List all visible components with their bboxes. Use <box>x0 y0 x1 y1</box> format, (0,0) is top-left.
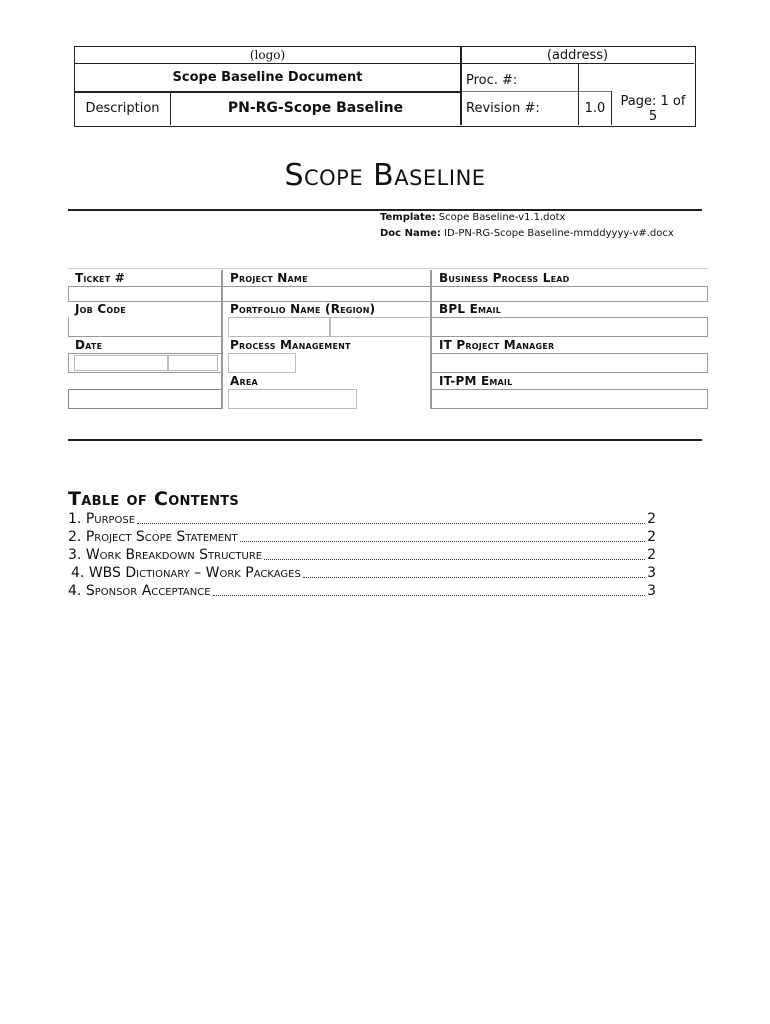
toc-leader <box>303 577 645 578</box>
portfolio-label: Portfolio Name (Region) <box>230 302 376 316</box>
blank-field <box>68 389 222 409</box>
docname-line <box>380 226 674 242</box>
toc-item[interactable] <box>68 582 656 600</box>
region-field[interactable] <box>330 317 431 337</box>
it-pm-field[interactable] <box>431 353 708 373</box>
toc-item-page: 3 <box>647 565 656 581</box>
bpl-field[interactable] <box>431 286 708 302</box>
page-info: Page: 1 of 5 <box>620 93 686 124</box>
toc-item-number: 1. <box>68 511 82 527</box>
ticket-label: Ticket # <box>75 271 125 285</box>
process-mgmt-field[interactable] <box>228 353 296 373</box>
toc-item-title: WBS Dictionary – Work Packages <box>88 565 301 581</box>
bpl-label: Business Process Lead <box>439 271 570 285</box>
form-column-divider <box>430 270 432 409</box>
toc-item-title: Work Breakdown Structure <box>85 547 263 563</box>
date-picker[interactable] <box>168 355 218 371</box>
docname-value: ID-PN-RG-Scope Baseline-mmddyyyy-v#.docx <box>444 228 674 239</box>
template-label: Template: <box>380 212 436 223</box>
toc-item-page: 3 <box>647 583 656 599</box>
toc-item[interactable] <box>71 564 656 582</box>
template-line <box>380 210 565 226</box>
area-label: Area <box>230 374 258 388</box>
revision-label: Revision #: <box>466 101 540 116</box>
docname-label: Doc Name: <box>380 228 441 239</box>
itpm-email-label: IT-PM Email <box>439 374 513 388</box>
project-name-field[interactable] <box>222 286 431 302</box>
toc-item[interactable] <box>68 510 656 528</box>
job-code-field[interactable] <box>68 317 222 337</box>
bpl-email-label: BPL Email <box>439 302 501 316</box>
date-input[interactable] <box>74 355 168 371</box>
address-placeholder: (address) <box>546 47 609 63</box>
ticket-field[interactable] <box>68 286 222 302</box>
toc-leader <box>240 541 645 542</box>
form-column-divider <box>221 270 223 409</box>
toc-item-number: 2. <box>68 529 82 545</box>
proc-number-label: Proc. #: <box>466 73 518 88</box>
project-name-label: Project Name <box>230 271 308 285</box>
toc-item[interactable] <box>68 546 656 564</box>
revision-value: 1.0 <box>584 101 606 116</box>
toc-leader <box>137 523 645 524</box>
toc-item-title: Sponsor Acceptance <box>85 583 211 599</box>
toc-item-page: 2 <box>647 511 656 527</box>
description-label: Description <box>85 101 160 116</box>
area-field[interactable] <box>228 389 357 409</box>
document-type: Scope Baseline Document <box>172 70 363 85</box>
section-rule <box>68 439 702 441</box>
description-value: PN-RG-Scope Baseline <box>227 100 404 116</box>
form-top-line <box>68 268 708 269</box>
it-pm-label: IT Project Manager <box>439 338 555 352</box>
date-label: Date <box>75 338 103 352</box>
toc-item-title: Purpose <box>85 511 136 527</box>
itpm-email-field[interactable] <box>431 389 708 409</box>
toc-leader <box>213 595 646 596</box>
logo-placeholder: (logo) <box>249 47 286 62</box>
toc-item-number: 4. <box>71 565 85 581</box>
job-code-label: Job Code <box>75 302 126 316</box>
template-value: Scope Baseline-v1.1.dotx <box>438 212 566 223</box>
process-mgmt-label: Process Management <box>230 338 351 352</box>
toc-leader <box>264 559 645 560</box>
toc-heading: Table of Contents <box>68 488 240 510</box>
document-header-table <box>74 46 696 127</box>
page-title: Scope Baseline <box>284 158 486 193</box>
bpl-email-field[interactable] <box>431 317 708 337</box>
toc-item-number: 4. <box>68 583 82 599</box>
toc-item-page: 2 <box>647 547 656 563</box>
portfolio-field[interactable] <box>228 317 330 337</box>
toc-item[interactable] <box>68 528 656 546</box>
toc-item-page: 2 <box>647 529 656 545</box>
toc-item-number: 3. <box>68 547 82 563</box>
toc-item-title: Project Scope Statement <box>85 529 238 545</box>
